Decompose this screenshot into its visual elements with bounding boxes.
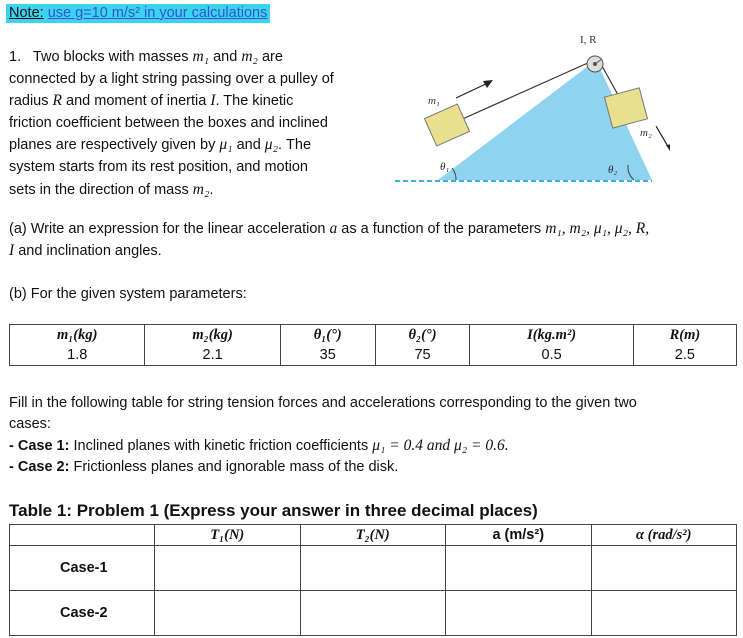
theta1-label: θ₁	[440, 161, 450, 173]
text: .	[209, 181, 214, 198]
text: Frictionless planes and ignorable mass of the disk.	[69, 459, 399, 475]
text: and	[209, 49, 242, 65]
part-b	[9, 284, 737, 305]
note-banner	[6, 4, 270, 23]
problem-line-4: friction coefficient between the boxes and inclined	[9, 114, 328, 131]
table-header-row	[10, 525, 737, 546]
math: m₂	[192, 180, 210, 198]
m2-label: m₂	[640, 127, 652, 139]
incline-figure	[390, 26, 670, 196]
problem-line-2: connected by a light string passing over a pulley of	[9, 70, 334, 87]
case-2-a-cell[interactable]	[446, 591, 592, 636]
math: R	[52, 92, 62, 110]
block-m1	[424, 104, 469, 146]
text: as a function of the parameters	[337, 221, 546, 237]
table1-title: Table 1: Problem 1 (Express your answer in three decimal places)	[9, 501, 538, 520]
text: planes are respectively given by	[9, 137, 220, 154]
pulley-label: I, R	[580, 34, 597, 46]
math: μ₂	[264, 136, 278, 154]
fill-line-2: cases:	[9, 416, 51, 432]
value-theta2: 75	[375, 345, 470, 366]
math: m₁, m₂, μ₁, μ₂, R,	[545, 220, 650, 237]
case-1-a-cell[interactable]	[446, 546, 592, 591]
math: I	[210, 92, 216, 110]
case-2-label-cell: Case-2	[10, 591, 155, 636]
text: are	[257, 49, 283, 65]
part-a-line-2	[9, 240, 737, 262]
case-2-t2-cell[interactable]	[300, 591, 446, 636]
header-theta2: θ₂(°)	[375, 325, 470, 346]
arrow-down-head	[666, 144, 670, 154]
math: m₂	[241, 48, 258, 65]
case-2-label: - Case 2:	[9, 459, 70, 475]
text: Two blocks with masses	[32, 49, 193, 65]
case-1-t1-cell[interactable]	[155, 546, 301, 591]
note-text: use g=10 m/s² in your calculations	[47, 5, 268, 21]
note-label: Note:	[9, 5, 44, 21]
case-1-description	[9, 435, 737, 457]
math: μ₁	[219, 136, 233, 154]
text: and inclination angles.	[14, 243, 162, 259]
header-m1: m₁(kg)	[10, 325, 145, 346]
header-acceleration: a (m/s²)	[446, 525, 592, 546]
header-inertia: I(kg.m²)	[470, 325, 633, 346]
fill-line-1: Fill in the following table for string tension forces and accelerations corresponding to the given two	[9, 395, 637, 411]
text: . The kinetic	[215, 93, 294, 110]
problem-line-5	[9, 134, 371, 157]
problem-line-6: system starts from its rest position, and motion	[9, 158, 308, 175]
problem-line-7	[9, 179, 371, 202]
part-a-line-1	[9, 218, 737, 240]
table-row	[10, 546, 737, 591]
value-radius: 2.5	[633, 345, 736, 366]
part-b-label: (b)	[9, 286, 27, 302]
fill-instructions	[9, 393, 737, 478]
answer-table	[9, 524, 737, 636]
case-1-label: - Case 1:	[9, 438, 70, 454]
text: For the given system parameters:	[26, 286, 247, 302]
case-1-label-cell: Case-1	[10, 546, 155, 591]
header-radius: R(m)	[633, 325, 736, 346]
text: radius	[9, 93, 53, 110]
text: and moment of inertia	[62, 93, 211, 110]
case-1-alpha-cell[interactable]	[591, 546, 737, 591]
math: a	[329, 220, 338, 237]
table-header-row	[10, 325, 737, 346]
part-a-label: (a)	[9, 221, 27, 237]
math: m₁	[192, 48, 210, 65]
value-inertia: 0.5	[470, 345, 633, 366]
text: Write an expression for the linear acceleration	[26, 221, 330, 237]
text: Inclined planes with kinetic friction coefficients	[69, 438, 373, 454]
header-t1: T₁(N)	[155, 525, 301, 546]
table-row	[10, 591, 737, 636]
case-2-description	[9, 457, 737, 478]
case-1-t2-cell[interactable]	[300, 546, 446, 591]
case-2-t1-cell[interactable]	[155, 591, 301, 636]
value-m2: 2.1	[145, 345, 280, 366]
m1-label: m₁	[428, 95, 440, 107]
parameters-table	[9, 324, 737, 366]
math: μ₁ = 0.4 and μ₂ = 0.6.	[372, 437, 509, 454]
problem-number: 1.	[9, 49, 22, 65]
problem-line-1	[9, 46, 371, 69]
text: sets in the direction of mass	[9, 181, 193, 198]
theta2-label: θ₂	[608, 164, 618, 176]
part-a	[9, 218, 737, 262]
problem-statement	[9, 46, 371, 201]
text: and	[232, 137, 265, 154]
table-row	[10, 345, 737, 366]
text: . The	[277, 137, 312, 154]
header-theta1: θ₁(°)	[280, 325, 375, 346]
value-m1: 1.8	[10, 345, 145, 366]
value-theta1: 35	[280, 345, 375, 366]
case-2-alpha-cell[interactable]	[591, 591, 737, 636]
header-blank	[10, 525, 155, 546]
problem-line-3	[9, 90, 371, 113]
arrow-up	[456, 82, 490, 98]
math: I	[9, 242, 15, 259]
header-alpha: α (rad/s²)	[591, 525, 737, 546]
header-m2: m₂(kg)	[145, 325, 280, 346]
header-t2: T₂(N)	[300, 525, 446, 546]
